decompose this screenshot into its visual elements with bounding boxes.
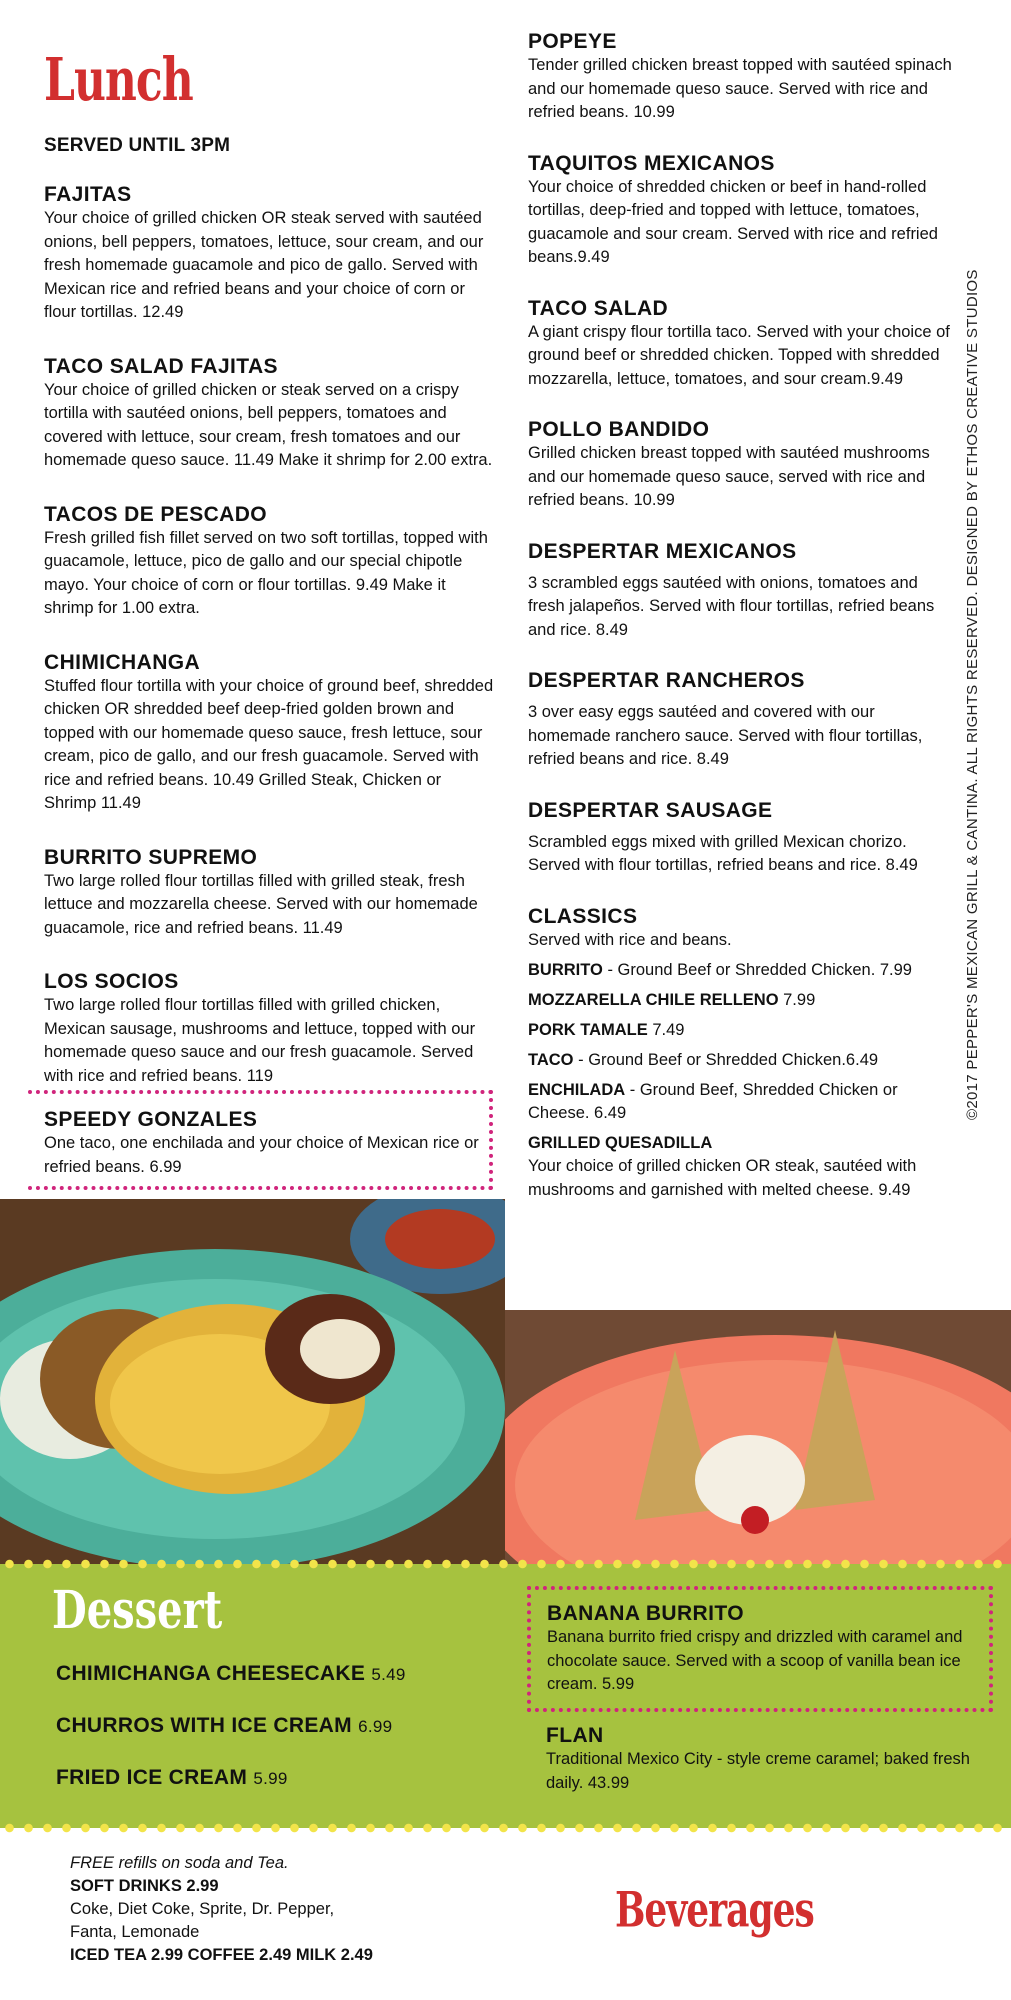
menu-item-taco-salad: [528, 297, 958, 392]
classics-intro: Served with rice and beans.: [528, 930, 732, 949]
classic-enchilada: [528, 1079, 958, 1125]
item-name: DESPERTAR SAUSAGE: [528, 798, 773, 822]
dessert-price: 5.49: [371, 1665, 406, 1684]
classic-quesadilla-desc: Your choice of grilled chicken OR steak, sautéed with mushrooms and garnished with melted cheese. 9.49: [528, 1157, 917, 1199]
enchilada-plate-photo: [0, 1199, 505, 1564]
classic-name: BURRITO: [528, 961, 603, 979]
soft-drinks-list-2: Fanta, Lemonade: [70, 1923, 200, 1941]
item-desc: Your choice of grilled chicken OR steak served with sautéed onions, bell peppers, tomatoes, lettuce, sour cream, and our fresh homemade guacamole and pico de gallo. Served with Mexican rice and refried beans and your choice of corn or flour tortillas. 12.49: [44, 209, 484, 321]
item-desc: Stuffed flour tortilla with your choice of ground beef, shredded chicken OR shredded beef deep-fried golden brown and topped with our homemade queso sauce, fresh lettuce, sour cream, pico de gallo, and our fresh guacamole. Served with rice and refried beans. 10.49 Grilled Steak, Chicken or Shrimp 11.49: [44, 676, 494, 812]
classic-detail: - Ground Beef, Shredded Chicken or Cheese. 6.49: [528, 1081, 898, 1122]
classic-pork-tamale: [528, 1019, 958, 1042]
enchilada-plate-illustration: [0, 1199, 505, 1564]
classic-name: ENCHILADA: [528, 1081, 626, 1099]
classic-name: TACO: [528, 1051, 574, 1069]
menu-item-popeye: [528, 30, 958, 125]
lunch-right-column: [528, 30, 958, 1229]
item-desc: Traditional Mexico City - style creme caramel; baked fresh daily. 43.99: [546, 1750, 970, 1792]
item-name: SPEEDY GONZALES: [44, 1108, 258, 1131]
flan-item: [546, 1724, 976, 1795]
classic-detail: - Ground Beef or Shredded Chicken.6.49: [573, 1051, 879, 1069]
item-name: LOS SOCIOS: [44, 970, 179, 993]
dessert-price: 5.99: [253, 1769, 288, 1788]
item-desc: Two large rolled flour tortillas filled with grilled chicken, Mexican sausage, mushrooms and lettuce, topped with our homemade queso sauce and our fresh guacamole. Served with rice and refried beans. 119: [44, 996, 476, 1085]
dessert-name: FRIED ICE CREAM: [56, 1766, 248, 1789]
dessert-name: CHIMICHANGA CHEESECAKE: [56, 1662, 366, 1685]
item-desc: Fresh grilled fish fillet served on two soft tortillas, topped with guacamole, lettuce, pico de gallo and our special chipotle mayo. Your choice of corn or flour tortillas. 9.49 Make it shrimp for 1.00 extra.: [44, 528, 488, 617]
item-name: CHIMICHANGA: [44, 650, 201, 674]
menu-item-tacos-de-pescado: [44, 503, 494, 621]
classic-taco: [528, 1049, 958, 1072]
menu-item-pollo-bandido: [528, 418, 958, 513]
item-name: BURRITO SUPREMO: [44, 845, 258, 869]
menu-item-fajitas: [44, 183, 494, 325]
churros-dessert-illustration: [505, 1310, 1011, 1564]
classics-title: CLASSICS: [528, 904, 638, 928]
item-name: TACO SALAD: [528, 296, 669, 320]
menu-item-taquitos-mexicanos: [528, 152, 958, 270]
classic-burrito: [528, 959, 958, 982]
beverages-list: [70, 1852, 490, 1967]
classic-name: MOZZARELLA CHILE RELLENO: [528, 991, 779, 1009]
item-desc: 3 over easy eggs sautéed and covered with our homemade ranchero sauce. Served with flour tortillas, refried beans and rice. 8.49: [528, 703, 923, 768]
bottom-dot-border: [0, 1822, 1011, 1834]
lunch-title: Lunch: [44, 46, 193, 115]
item-desc: Banana burrito fried crispy and drizzled with caramel and chocolate sauce. Served with a scoop of vanilla bean ice cream. 5.99: [547, 1628, 963, 1693]
dessert-item: [56, 1714, 392, 1738]
soft-drinks-list: Coke, Diet Coke, Sprite, Dr. Pepper,: [70, 1900, 335, 1918]
top-dot-border: [0, 1558, 1011, 1570]
item-name: POPEYE: [528, 30, 617, 53]
copyright-note: ©2017 PEPPER'S MEXICAN GRILL & CANTINA. ALL RIGHTS RESERVED. DESIGNED BY ETHOS CREATIVE STUDIOS: [964, 269, 981, 1120]
item-name: FLAN: [546, 1724, 604, 1747]
dessert-item: [56, 1766, 288, 1790]
classic-detail: 7.99: [778, 991, 816, 1009]
item-desc: A giant crispy flour tortilla taco. Served with your choice of ground beef or shredded chicken. Topped with shredded mozzarella, lettuce, tomatoes, and sour cream.9.49: [528, 322, 950, 388]
item-desc: 3 scrambled eggs sautéed with onions, tomatoes and fresh jalapeños. Served with flour tortillas, refried beans and rice. 8.49: [528, 573, 935, 639]
dessert-item: [56, 1662, 406, 1686]
classic-detail: - Ground Beef or Shredded Chicken. 7.99: [602, 961, 912, 979]
menu-item-taco-salad-fajitas: [44, 355, 494, 473]
item-desc: Tender grilled chicken breast topped with sautéed spinach and our homemade queso sauce. Served with rice and refried beans. 10.99: [528, 56, 952, 121]
classic-chile-relleno: [528, 989, 958, 1012]
item-name: DESPERTAR MEXICANOS: [528, 539, 797, 563]
item-desc: Your choice of shredded chicken or beef in hand-rolled tortillas, deep-fried and topped with lettuce, tomatoes, guacamole and sour cream. Served with rice and refried beans.9.49: [528, 177, 938, 266]
classic-quesadilla: [528, 1132, 958, 1155]
menu-item-despertar-rancheros: [528, 669, 958, 772]
speedy-gonzales-box: [28, 1090, 493, 1190]
menu-item-despertar-sausage: [528, 799, 958, 878]
beverages-title: Beverages: [615, 1882, 814, 1939]
item-name: FAJITAS: [44, 183, 132, 206]
item-name: DESPERTAR RANCHEROS: [528, 669, 805, 692]
item-desc: Grilled chicken breast topped with sautéed mushrooms and our homemade queso sauce, served with rice and refried beans. 10.99: [528, 444, 930, 509]
item-name: TACOS DE PESCADO: [44, 502, 268, 526]
classics-section: [528, 905, 958, 1203]
soft-drinks-price: SOFT DRINKS 2.99: [70, 1877, 219, 1895]
lunch-left-column: [44, 40, 494, 1118]
served-until-note: SERVED UNTIL 3PM: [44, 135, 231, 156]
menu-item-chimichanga: [44, 651, 494, 816]
other-drinks-prices: ICED TEA 2.99 COFFEE 2.49 MILK 2.49: [70, 1946, 373, 1964]
menu-item-burrito-supremo: [44, 846, 494, 941]
item-name: TAQUITOS MEXICANOS: [528, 151, 775, 175]
free-refills-note: FREE refills on soda and Tea.: [70, 1854, 289, 1872]
dessert-price: 6.99: [358, 1717, 393, 1736]
item-name: POLLO BANDIDO: [528, 418, 710, 441]
item-desc: One taco, one enchilada and your choice of Mexican rice or refried beans. 6.99: [44, 1134, 479, 1176]
dessert-title: Dessert: [52, 1580, 223, 1642]
classic-name: PORK TAMALE: [528, 1021, 648, 1039]
banana-burrito-box: [527, 1586, 993, 1712]
menu-item-despertar-mexicanos: [528, 540, 958, 643]
classic-name: GRILLED QUESADILLA: [528, 1134, 713, 1152]
item-desc: Your choice of grilled chicken or steak served on a crispy tortilla with sautéed onions, bell peppers, tomatoes and covered with lettuce, sour cream, fresh tomatoes and our homemade queso sauce. 11.49 Make it shrimp for 2.00 extra.: [44, 380, 493, 469]
dessert-name: CHURROS WITH ICE CREAM: [56, 1714, 352, 1737]
classic-detail: 7.49: [647, 1021, 685, 1039]
dessert-section: [0, 1564, 1011, 1828]
item-desc: Scrambled eggs mixed with grilled Mexican chorizo. Served with flour tortillas, refried beans and rice. 8.49: [528, 832, 918, 874]
item-name: TACO SALAD FAJITAS: [44, 354, 278, 378]
item-name: BANANA BURRITO: [547, 1602, 744, 1625]
churros-dessert-photo: [505, 1310, 1011, 1564]
item-desc: Two large rolled flour tortillas filled with grilled steak, fresh lettuce and mozzarella cheese. Served with our homemade guacamole, rice and refried beans. 11.49: [44, 871, 478, 937]
menu-item-los-socios: [44, 970, 494, 1088]
